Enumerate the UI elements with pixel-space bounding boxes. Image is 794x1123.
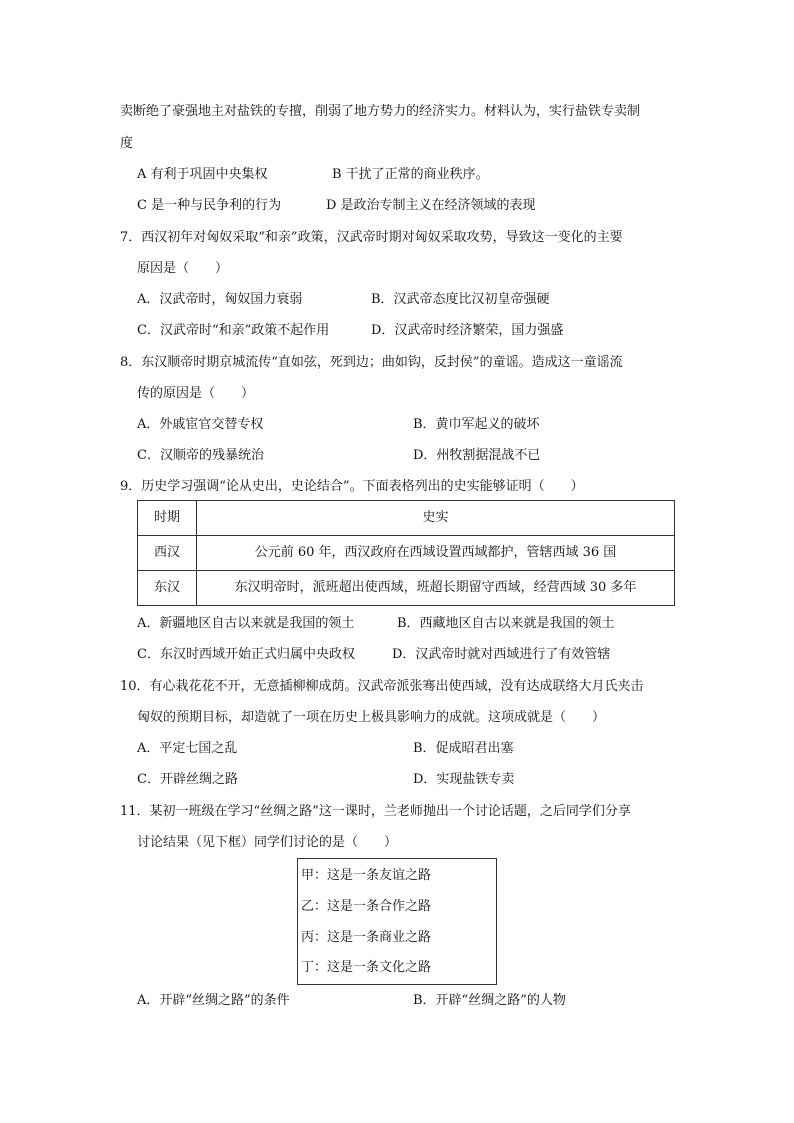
q11-option-a: A．开辟“丝绸之路”的条件 (137, 993, 290, 1008)
q11-option-b: B．开辟“丝绸之路”的人物 (413, 993, 566, 1008)
q10-stem-line-2: 匈奴的预期目标，却造就了一项在历史上极具影响力的成就。这项成就是（ ） (137, 710, 606, 725)
q11-discussion-box (297, 858, 497, 985)
table-row (138, 571, 675, 606)
q9-stem-line-1: 9．历史学习强调“论从史出，史论结合”。下面表格列出的史实能够证明（ ） (120, 479, 584, 494)
q8-stem-line-1: 8．东汉顺帝时期京城流传“直如弦，死到边；曲如钩，反封侯”的童谣。造成这一童谣流 (120, 355, 623, 370)
table-cell-fact: 东汉明帝时，派班超出使西域，班超长期留守西域，经营西域 30 多年 (197, 571, 675, 606)
q7-stem-line-2: 原因是（ ） (137, 261, 229, 276)
q11-stem-line-1: 11．某初一班级在学习“丝绸之路”这一课时，兰老师抛出一个讨论话题，之后同学们分享 (120, 804, 631, 819)
q7-option-b: B．汉武帝态度比汉初皇帝强硬 (371, 292, 550, 307)
intro-option-a: A 有利于巩固中央集权 (137, 167, 268, 182)
q10-option-d: D．实现盐铁专卖 (413, 772, 515, 787)
q7-option-d: D．汉武帝时经济繁荣，国力强盛 (371, 323, 564, 338)
table-row (138, 536, 675, 571)
q11-stem-line-2: 讨论结果（见下框）同学们讨论的是（ ） (137, 835, 398, 850)
table-cell-fact: 公元前 60 年，西汉政府在西域设置西域都护，管辖西域 36 国 (197, 536, 675, 571)
q8-option-b: B．黄巾军起义的破坏 (413, 417, 540, 432)
q8-stem-line-2: 传的原因是（ ） (137, 386, 255, 401)
table-header-row (138, 501, 675, 536)
q10-option-a: A．平定七国之乱 (137, 741, 238, 756)
q10-option-b: B．促成昭君出塞 (413, 741, 514, 756)
q8-option-a: A．外戚宦官交替专权 (137, 417, 264, 432)
q8-option-d: D．州牧割据混战不已 (413, 448, 541, 463)
table-cell-period: 东汉 (138, 571, 197, 606)
q10-stem-line-1: 10．有心栽花花不开，无意插柳柳成荫。汉武帝派张骞出使西域，没有达成联络大月氏夹击 (120, 679, 644, 694)
table-cell-period: 西汉 (138, 536, 197, 571)
q9-history-table (137, 500, 675, 606)
q10-option-c: C．开辟丝绸之路 (137, 772, 238, 787)
q9-option-b: B．西藏地区自古以来就是我国的领土 (397, 616, 615, 631)
table-header-period: 时期 (138, 501, 197, 536)
q7-option-c: C．汉武帝时“和亲”政策不起作用 (137, 323, 330, 338)
intro-line-2: 度 (120, 136, 134, 151)
discussion-item: 丁：这是一条文化之路 (301, 960, 432, 975)
intro-option-d: D 是政治专制主义在经济领域的表现 (326, 198, 536, 213)
discussion-item: 乙：这是一条合作之路 (301, 899, 432, 914)
q9-option-d: D．汉武帝时就对西域进行了有效管辖 (392, 647, 611, 662)
q8-option-c: C．汉顺帝的残暴统治 (137, 448, 264, 463)
q9-option-a: A．新疆地区自古以来就是我国的领土 (137, 616, 355, 631)
q7-option-a: A．汉武帝时，匈奴国力衰弱 (137, 292, 303, 307)
table-header-facts: 史实 (197, 501, 675, 536)
q9-option-c: C．东汉时西域开始正式归属中央政权 (137, 647, 355, 662)
discussion-item: 甲：这是一条友谊之路 (301, 868, 432, 883)
discussion-item: 丙：这是一条商业之路 (301, 930, 432, 945)
intro-line-1: 卖断绝了豪强地主对盐铁的专擅，削弱了地方势力的经济实力。材料认为，实行盐铁专卖制 (120, 104, 641, 119)
intro-option-b: B 干扰了正常的商业秩序。 (332, 167, 489, 182)
intro-option-c: C 是一种与民争利的行为 (137, 198, 282, 213)
q7-stem-line-1: 7．西汉初年对匈奴采取“和亲”政策，汉武帝时期对匈奴采取攻势，导致这一变化的主要 (120, 230, 623, 245)
